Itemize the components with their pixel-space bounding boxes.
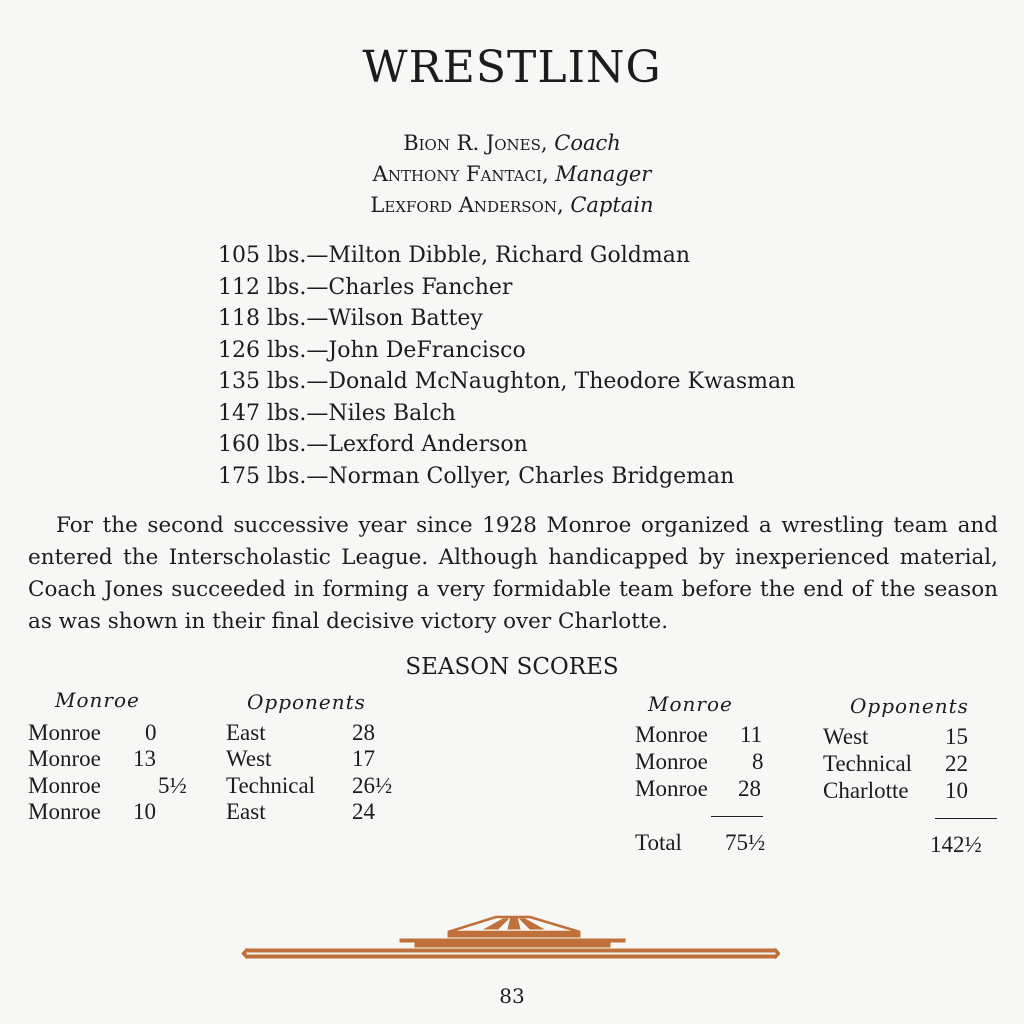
right-opponents-header: Opponents (850, 694, 969, 718)
roster-line: 112 lbs.—Charles Fancher (218, 274, 513, 300)
roster-line: 147 lbs.—Niles Balch (218, 400, 456, 426)
score-opponent: West (226, 746, 272, 771)
score-opponent: Technical (823, 751, 913, 776)
score-team: Monroe (635, 776, 708, 801)
score-opponent-points: 24 (352, 799, 375, 824)
total-rule-monroe (711, 816, 763, 817)
weight-class-roster (218, 240, 795, 492)
score-opponent: East (226, 799, 266, 824)
page-title: WRESTLING (362, 42, 662, 93)
season-summary-paragraph: For the second successive year since 1928 Monroe organized a wrestling team and entered the Interscholastic League. Although handicapped by inexperienced material, Coach Jones succeeded in forming a very formidable team before the end of the season as was shown in their final decisive victory over Charlotte. (28, 513, 998, 634)
score-monroe: 8 (752, 749, 764, 774)
staff-coach: Bion R. Jones, Coach (403, 131, 621, 155)
score-opponent: East (226, 720, 266, 745)
score-team: Monroe (28, 799, 101, 824)
page-number: 83 (499, 984, 525, 1008)
staff-manager: Anthony Fantaci, Manager (372, 162, 652, 186)
roster-line: 175 lbs.—Norman Collyer, Charles Bridgeman (218, 463, 735, 489)
score-team: Monroe (635, 722, 708, 747)
score-opponent: West (823, 724, 869, 749)
score-opponent-points: 28 (352, 720, 375, 745)
score-team: Monroe (28, 746, 101, 771)
roster-line: 160 lbs.—Lexford Anderson (218, 432, 528, 457)
total-label: Total (635, 830, 682, 855)
season-scores-heading: SEASON SCORES (405, 654, 619, 680)
total-rule-opponents (935, 818, 997, 819)
score-opponent-points: 22 (945, 751, 968, 776)
score-opponent-points: 15 (945, 724, 968, 749)
score-team: Monroe (635, 749, 708, 774)
score-monroe: 28 (738, 776, 761, 801)
score-opponent-points: 26½ (352, 773, 393, 798)
right-monroe-header: Monroe (648, 692, 733, 716)
left-monroe-header: Monroe (55, 688, 140, 712)
score-team: Monroe (28, 773, 101, 798)
total-opponents: 142½ (930, 832, 982, 857)
score-monroe: 13 (133, 746, 156, 771)
roster-line: 126 lbs.—John DeFrancisco (218, 337, 526, 363)
roster-line: 105 lbs.—Milton Dibble, Richard Goldman (218, 243, 691, 268)
staff-captain: Lexford Anderson, Captain (370, 193, 654, 217)
roster-line: 118 lbs.—Wilson Battey (218, 306, 483, 331)
score-opponent: Technical (226, 773, 316, 798)
score-opponent: Charlotte (823, 778, 909, 803)
total-monroe: 75½ (725, 830, 766, 855)
score-team: Monroe (28, 720, 101, 745)
score-monroe: 11 (740, 722, 763, 747)
score-opponent-points: 10 (945, 778, 968, 803)
score-monroe: 5½ (158, 773, 187, 798)
score-opponent-points: 17 (352, 746, 375, 771)
left-opponents-header: Opponents (247, 690, 366, 714)
decorative-ornament-icon (240, 905, 780, 967)
roster-line: 135 lbs.—Donald McNaughton, Theodore Kwasman (218, 369, 796, 394)
score-monroe: 10 (133, 799, 156, 824)
score-monroe: 0 (145, 720, 157, 745)
staff-list (0, 128, 1024, 221)
